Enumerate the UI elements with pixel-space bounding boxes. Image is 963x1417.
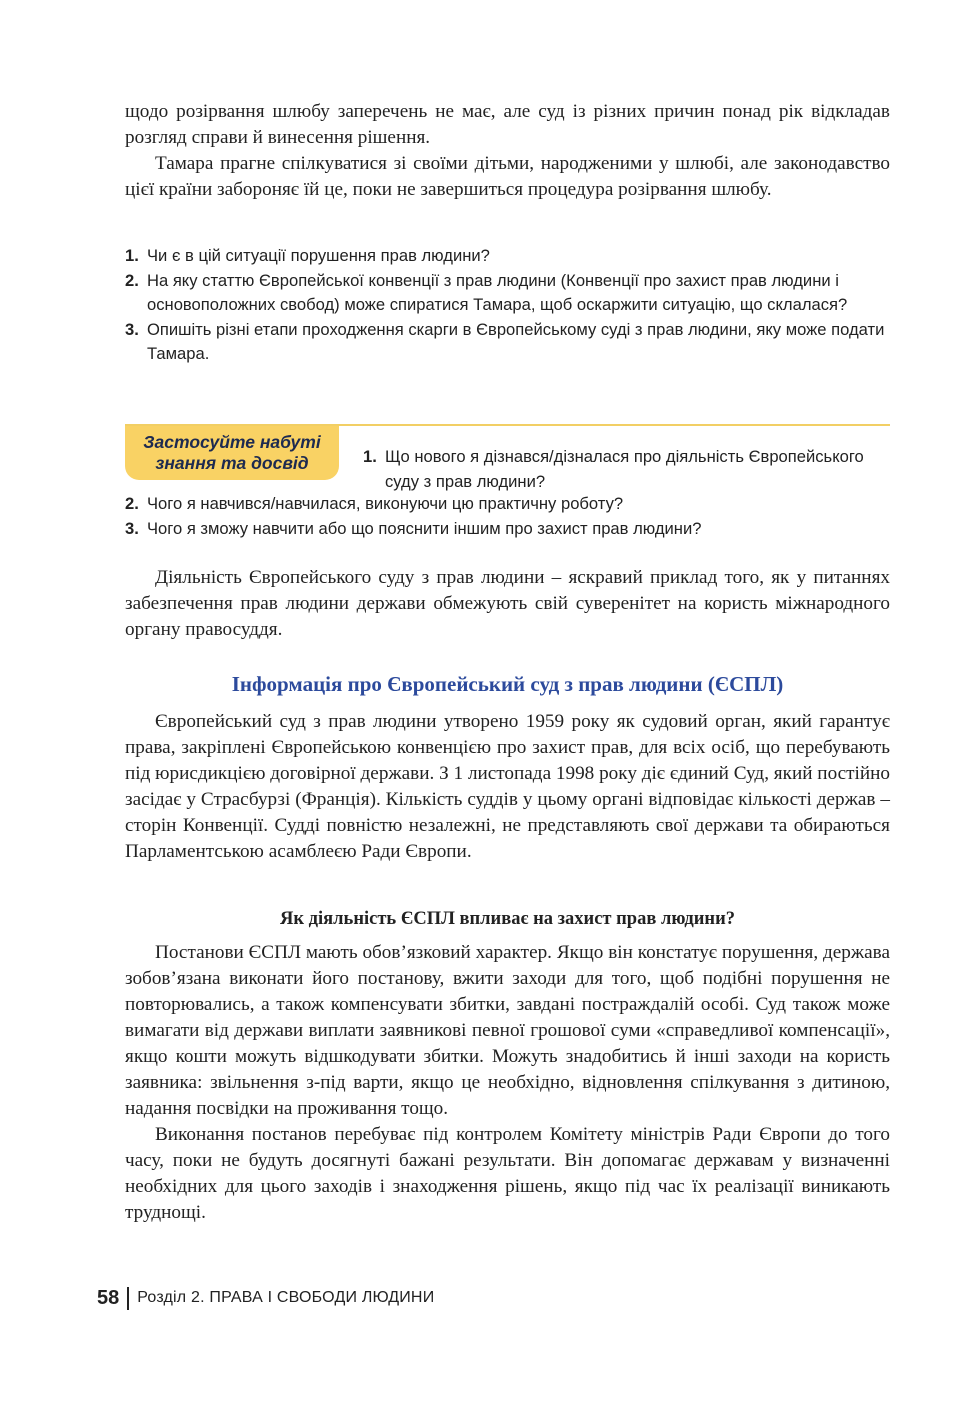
page-number: 58 <box>97 1286 120 1309</box>
info-paragraph-3: Виконання постанов перебуває під контролем Комітету міністрів Ради Європи до того часу, поки не будуть досягнуті бажані результати. Він допомагає державам у визначенні необхідних для цього заходів і знаходження рішень, якщо під час їх реалізації виникають труднощі. <box>125 1124 890 1223</box>
apply-items-rest <box>125 492 890 541</box>
intro-text <box>125 99 890 203</box>
info-paragraph-2: Постанови ЄСПЛ мають обов’язковий характер. Якщо він констатує порушення, держава зобов’язана виконати його постанову, вжити заходи для того, щоб подібні порушення не повторювались, а також компенсувати збитки, завдані постраждалій особі. Суд також може вимагати від держави виплати заявникові певної грошової суми «справедливої компенсації», якщо кошти можуть відшкодувати збитки. Можуть знадобитись й інші заходи на користь заявника: звільнення з-під варти, якщо це необхідно, відновлення спілкування з дитиною, надання посвідки на проживання тощо. <box>125 942 890 1119</box>
intro-paragraph-1: щодо розірвання шлюбу заперечень не має, але суд із різних причин понад рік відкладав розгляд справи й винесення рішення. <box>125 101 890 148</box>
apply-item <box>125 492 890 517</box>
apply-item <box>363 445 890 494</box>
apply-knowledge-badge <box>125 426 339 480</box>
question-number: 3. <box>125 319 139 339</box>
question-text: Опишіть різні етапи проходження скарги в Європейському суді з прав людини, яку може подати Тамара. <box>147 319 885 363</box>
summary-paragraph: Діяльність Європейського суду з прав людини – яскравий приклад того, як у питаннях забезпечення прав людини держави обмежують свій суверенітет на користь міжнародного органу правосуддя. <box>125 567 890 640</box>
subsection-title: Як діяльність ЄСПЛ впливає на захист прав людини? <box>280 909 735 929</box>
info-text-2 <box>125 940 890 1226</box>
apply-item-text: Що нового я дізнався/дізналася про діяльність Європейського суду з прав людини? <box>385 447 864 491</box>
summary-text <box>125 565 890 643</box>
question-text: На яку статтю Європейської конвенції з прав людини (Конвенції про захист прав людини і основоположних свобод) може спиратися Тамара, щоб оскаржити ситуацію, що склалася? <box>147 270 848 314</box>
intro-paragraph-2: Тамара прагне спілкуватися зі своїми дітьми, народженими у шлюбі, але законодавство цієї країни забороняє їй це, поки не завершиться процедура розірвання шлюбу. <box>125 153 890 200</box>
apply-item-number: 1. <box>363 447 377 466</box>
apply-item-text: Чого я навчився/навчилася, виконуючи цю практичну роботу? <box>147 494 624 513</box>
apply-item-first <box>363 445 890 494</box>
apply-item <box>125 517 890 542</box>
info-text <box>125 709 890 865</box>
question-item <box>125 318 890 367</box>
question-item <box>125 244 890 269</box>
apply-item-number: 2. <box>125 494 139 513</box>
page-footer <box>97 1285 434 1311</box>
section-title: Інформація про Європейський суд з прав людини (ЄСПЛ) <box>231 672 784 696</box>
apply-item-number: 3. <box>125 518 139 538</box>
question-list <box>125 244 890 367</box>
question-item <box>125 269 890 318</box>
section-label: Розділ 2. ПРАВА І СВОБОДИ ЛЮДИНИ <box>137 1289 435 1306</box>
question-number: 2. <box>125 270 139 290</box>
apply-badge-line-2: знання та досвід <box>155 453 309 473</box>
apply-item-text: Чого я зможу навчити або що пояснити іншим про захист прав людини? <box>147 518 702 538</box>
footer-divider <box>127 1287 129 1310</box>
info-paragraph-1: Європейський суд з прав людини утворено 1959 року як судовий орган, який гарантує права, закріплені Європейською конвенцією про захист прав, для всіх осіб, що перебувають під юрисдикцією договірної держави. З 1 листопада 1998 року діє єдиний Суд, який постійно засідає у Страсбурзі (Франція). Кількість суддів у цьому органі відповідає кількості держав – сторін Конвенції. Судді повністю незалежні, не представляють свої держави та обираються Парламентською асамблеєю Ради Європи. <box>125 711 890 862</box>
question-number: 1. <box>125 246 139 265</box>
question-text: Чи є в цій ситуації порушення прав людини? <box>147 246 490 265</box>
apply-badge-line-1: Застосуйте набуті <box>143 432 321 452</box>
